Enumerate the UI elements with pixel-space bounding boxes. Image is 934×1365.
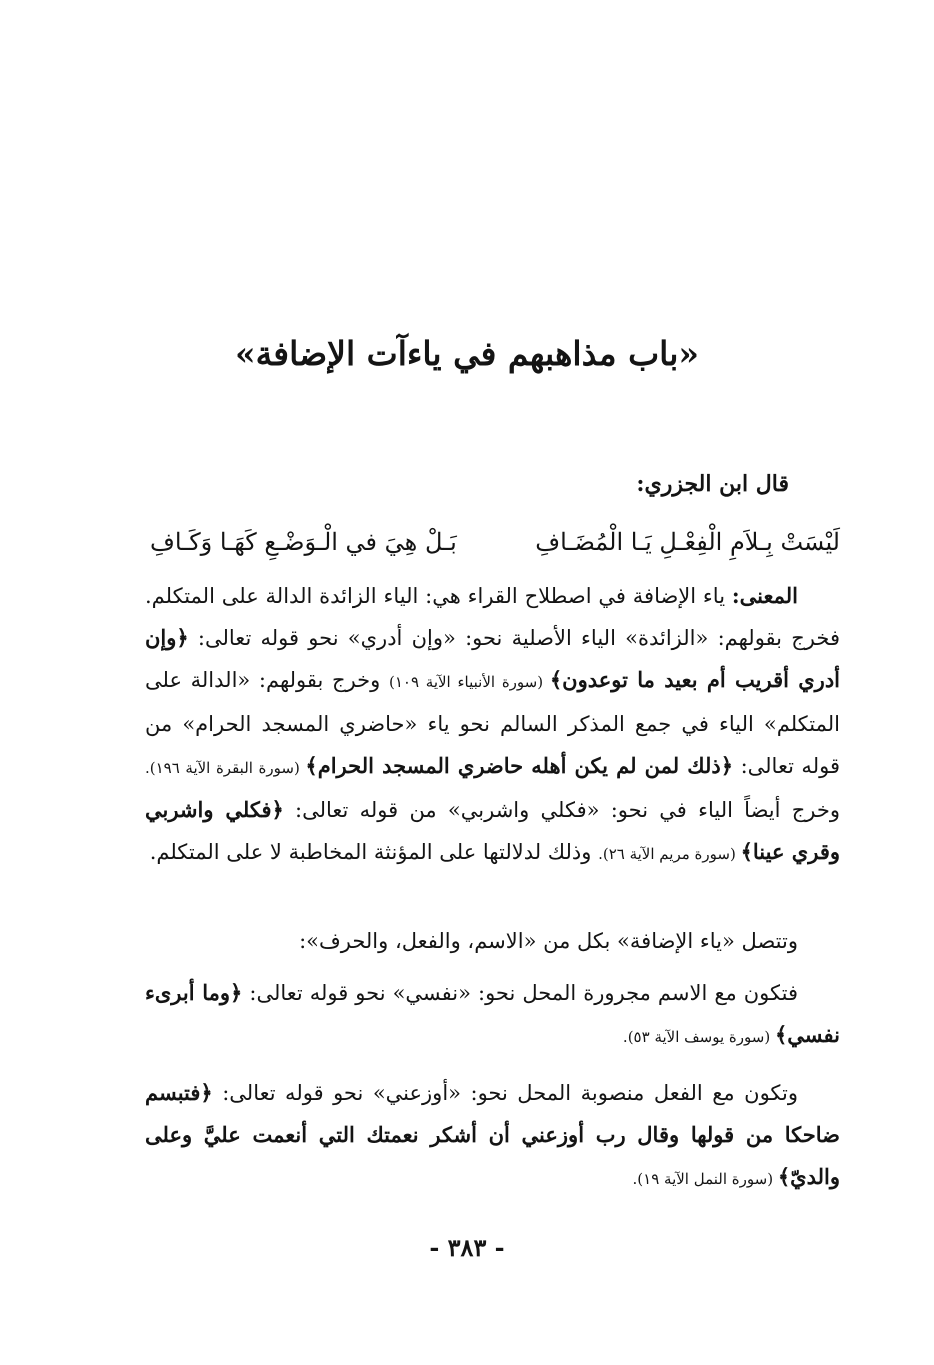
- surah-reference: (سورة مريم الآية ٢٦).: [598, 845, 741, 863]
- paragraph-noun: [145, 972, 840, 1058]
- page-number: - ٣٨٣ -: [429, 1233, 505, 1262]
- surah-reference: (سورة النمل الآية ١٩).: [632, 1170, 778, 1188]
- quran-quote: ﴿وما أبرىء نفسي﴾: [145, 980, 840, 1047]
- chapter-title: «باب مذاهبهم في ياءآت الإضافة»: [234, 334, 699, 373]
- quran-quote: ﴿ذلك لمن لم يكن أهله حاضري المسجد الحرام﴾: [305, 753, 734, 778]
- verse-first-hemistich: لَيْسَتْ بِـلاَمِ الْفِعْـلِ يَـا الْمُضَـافِ: [535, 528, 840, 556]
- paragraph-text: وتكون مع الفعل منصوبة المحل نحو: «أوزعني» نحو قوله تعالى:: [212, 1081, 798, 1105]
- surah-reference: (سورة البقرة الآية ١٩٦).: [145, 759, 306, 777]
- paragraph-text: وذلك لدلالتها على المؤنثة المخاطبة لا على المتكلم.: [149, 840, 599, 864]
- term-label: المعنى:: [731, 583, 798, 608]
- paragraph-text: فتكون مع الاسم مجرورة المحل نحو: «نفسي» نحو قوله تعالى:: [242, 981, 799, 1005]
- paragraph-text: وخرج بقولهم: «الدالة على المتكلم» الياء في جمع المذكر السالم نحو ياء «حاضري المسجد الحرام» من قوله تعالى:: [145, 668, 840, 778]
- poem-verse: [150, 520, 840, 564]
- paragraph-meaning: [145, 575, 840, 875]
- paragraph-text: وخرج أيضاً الياء في نحو: «فكلي واشربي» من قوله تعالى:: [283, 798, 840, 822]
- quran-quote: ﴿فكلي واشربي وقري عينا﴾: [145, 797, 840, 864]
- surah-reference: (سورة يوسف الآية ٥٣).: [622, 1028, 775, 1046]
- verse-second-hemistich: بَـلْ هِيَ في الْـوَضْـعِ كَهَـا وَكَـافِ: [150, 528, 457, 556]
- surah-reference: (سورة الأنبياء الآية ١٠٩): [388, 673, 550, 691]
- paragraph-verb: [145, 1072, 840, 1200]
- paragraph-connection: وتتصل «ياء الإضافة» بكل من «الاسم، والفعل، والحرف»:: [299, 929, 798, 953]
- quran-quote: ﴿فتبسم ضاحكا من قولها وقال رب أوزعني أن أشكر نعمتك التي أنعمت عليَّ وعلى والديّ﴾: [145, 1080, 840, 1189]
- quran-quote: ﴿وإن أدري أقريب أم بعيد ما توعدون﴾: [145, 625, 841, 692]
- paragraph-text: ياء الإضافة في اصطلاح القراء هي: الياء الزائدة الدالة على المتكلم. فخرج بقولهم: «الزائدة» الياء الأصلية نحو: «وإن أدري» نحو قوله تعالى:: [145, 584, 840, 650]
- speaker-line: قال ابن الجزري:: [636, 471, 789, 497]
